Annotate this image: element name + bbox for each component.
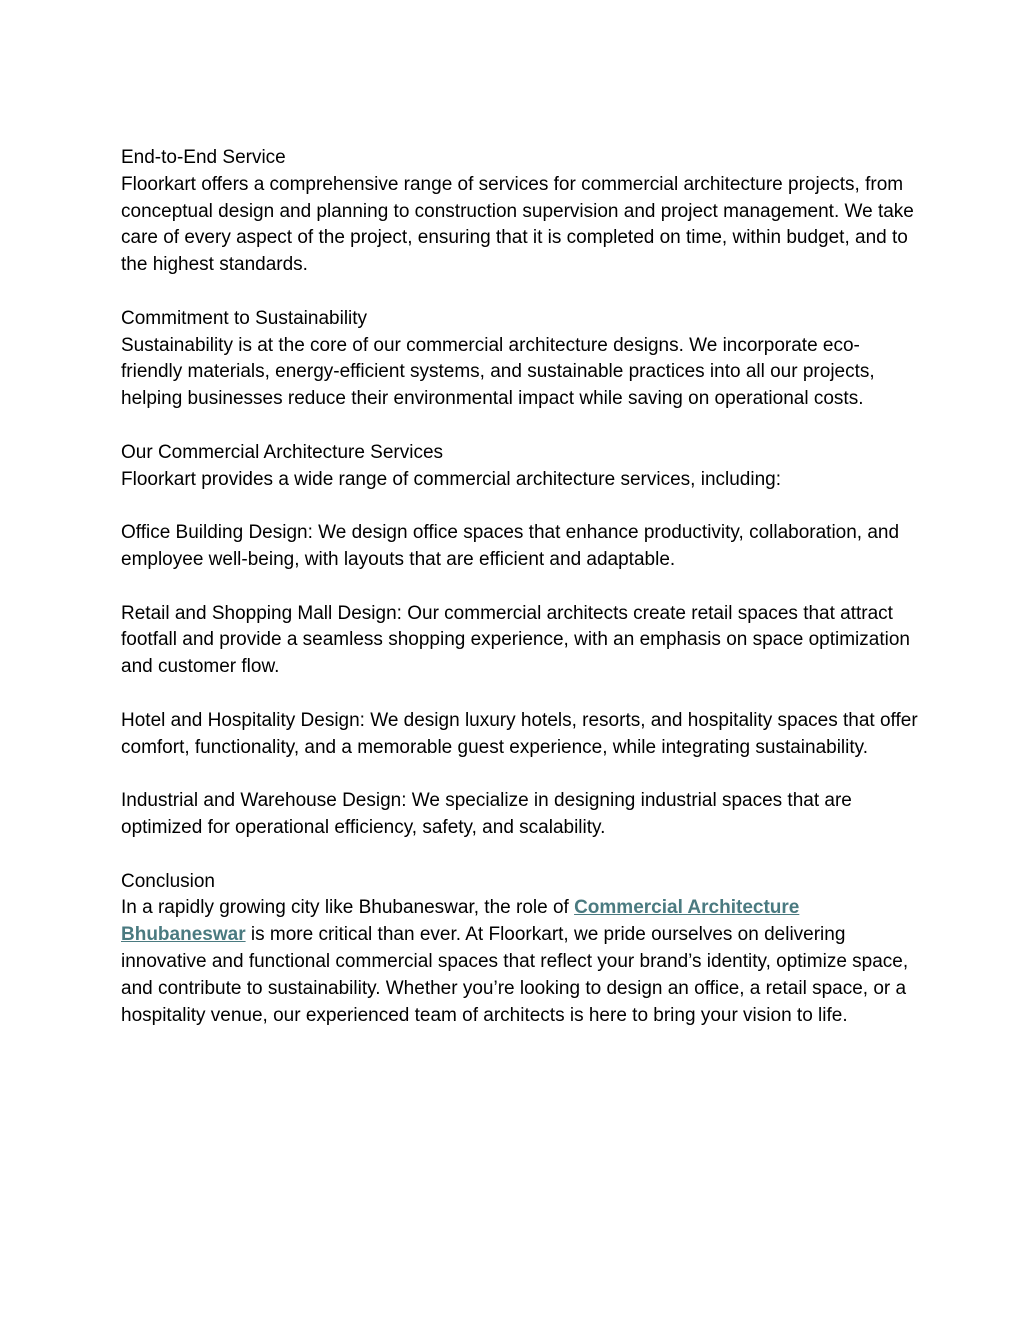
- conclusion-text-before-link: In a rapidly growing city like Bhubaneswar, the role of: [121, 897, 575, 919]
- section-body: Sustainability is at the core of our commercial architecture designs. We incorporate eco-friendly materials, energy-efficient systems, and sustainable practices into all our projects, helping businesses reduce their environmental impact while saving on operational costs.: [121, 334, 875, 410]
- section-heading: End-to-End Service: [121, 147, 286, 168]
- document-page: [121, 145, 921, 1056]
- service-description: Industrial and Warehouse Design: We specialize in designing industrial spaces that are optimized for operational efficiency, safety, and scalability.: [121, 790, 852, 838]
- section-body: [121, 895, 921, 1029]
- section-body: Floorkart offers a comprehensive range of services for commercial architecture projects, from conceptual design and planning to construction supervision and project management. We take care of every aspect of the project, ensuring that it is completed on time, within budget, and to the highest standards.: [121, 173, 914, 276]
- section-heading: Commitment to Sustainability: [121, 307, 368, 329]
- section-end-to-end-service: [121, 145, 921, 279]
- section-body: Floorkart provides a wide range of commercial architecture services, including:: [121, 468, 781, 490]
- section-sustainability: [121, 306, 921, 413]
- section-heading: Conclusion: [121, 870, 215, 892]
- commercial-architecture-link[interactable]: Commercial Architecture Bhubaneswar: [121, 897, 800, 946]
- service-hotel-hospitality: [121, 708, 921, 762]
- section-services: [121, 440, 921, 494]
- service-description: Hotel and Hospitality Design: We design luxury hotels, resorts, and hospitality spaces that offer comfort, functionality, and a memorable guest experience, while integrating sustainability.: [121, 709, 918, 758]
- section-heading: Our Commercial Architecture Services: [121, 441, 444, 463]
- service-retail-mall: [121, 601, 921, 681]
- service-description: Retail and Shopping Mall Design: Our commercial architects create retail spaces that attract footfall and provide a seamless shopping experience, with an emphasis on space optimization and customer flow.: [121, 602, 910, 678]
- service-office-building: [121, 520, 921, 574]
- conclusion-text-after-link: is more critical than ever. At Floorkart, we pride ourselves on delivering innovative and functional commercial spaces that reflect your brand’s identity, optimize space, and contribute to sustainability. Whether you’re looking to design an office, a retail space, or a hospitality venue, our experienced team of architects is here to bring your vision to life.: [121, 924, 909, 1026]
- section-conclusion: [121, 869, 921, 1030]
- service-description: Office Building Design: We design office spaces that enhance productivity, collaboration, and employee well-being, with layouts that are efficient and adaptable.: [121, 522, 900, 570]
- service-industrial-warehouse: [121, 788, 921, 842]
